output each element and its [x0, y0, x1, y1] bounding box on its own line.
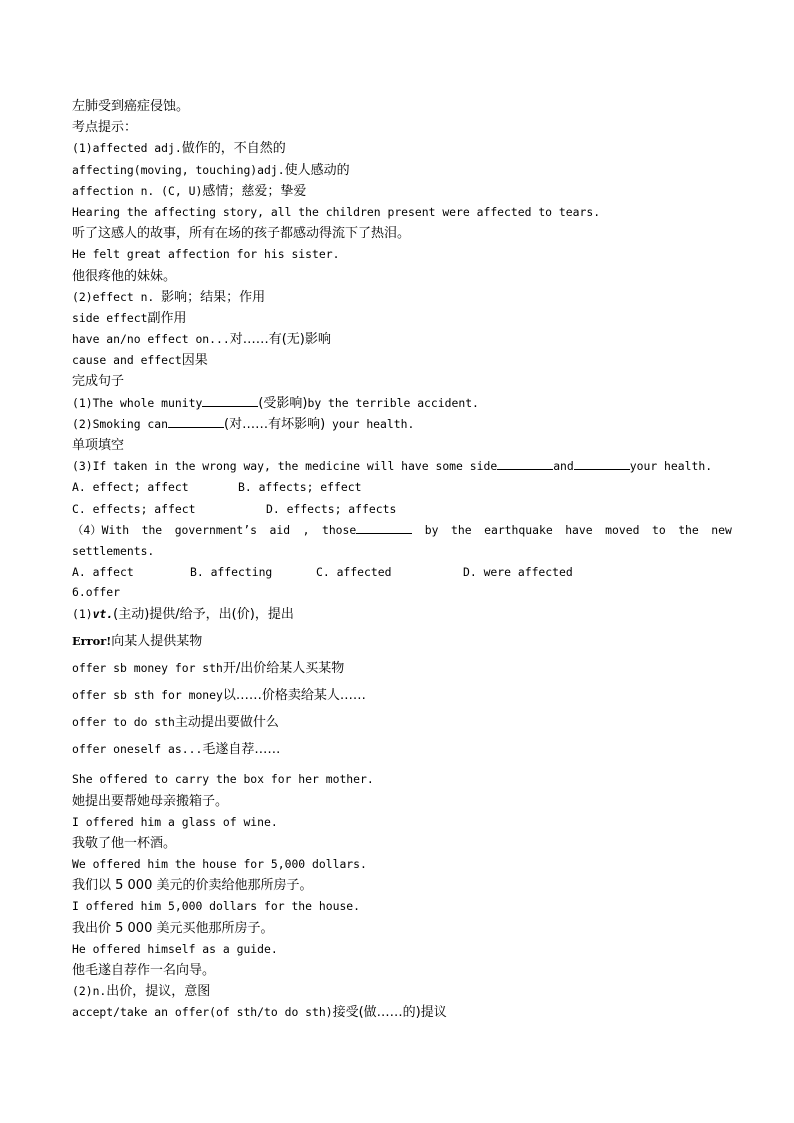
- example-sentence: She offered to carry the box for her mother.: [72, 772, 374, 787]
- option-b: B. affects; effect: [238, 480, 362, 495]
- option-d: D. effects; affects: [266, 501, 397, 516]
- option-d: D. were affected: [463, 565, 573, 580]
- options-row: [72, 477, 732, 498]
- example-sentence: Hearing the affecting story, all the children present were affected to tears.: [72, 204, 601, 219]
- options-row: [72, 499, 732, 520]
- example-sentence: He offered himself as a guide.: [72, 941, 278, 956]
- answer-blank: [168, 415, 224, 428]
- text-line: offer sb money for sth开/出价给某人买某物: [72, 661, 345, 677]
- answer-blank: [574, 457, 630, 470]
- text-line: cause and effect因果: [72, 353, 208, 369]
- error-label: Error!: [72, 634, 112, 649]
- question-2: (2)Smoking can (对……有坏影响) your health.: [72, 416, 415, 432]
- text-line: affecting(moving, touching)adj.使人感动的: [72, 162, 350, 178]
- option-a: A. affect: [72, 565, 134, 580]
- option-a: A. effect; affect: [72, 480, 189, 495]
- document-page: [72, 96, 732, 1024]
- text-line: (1)affected adj.做作的，不自然的: [72, 141, 286, 157]
- section-heading: 完成句子: [72, 374, 125, 390]
- text-line: side effect副作用: [72, 310, 187, 326]
- options-row: [72, 562, 732, 583]
- text-line: (2)effect n. 影响；结果；作用: [72, 289, 266, 305]
- question-4: （4）With the government’s aid , those by the earthquake have moved to the new: [72, 522, 732, 537]
- text-line: (2)n.出价，提议，意图: [72, 984, 211, 1000]
- section-heading: 考点提示：: [72, 120, 138, 136]
- translation-line: 我敬了他一杯酒。: [72, 835, 177, 851]
- text-line: offer to do sth主动提出要做什么: [72, 715, 279, 731]
- answer-blank: [497, 457, 553, 470]
- translation-line: 他很疼他的妹妹。: [72, 268, 177, 284]
- question-1: (1)The whole munity (受影响)by the terrible accident.: [72, 395, 479, 411]
- translation-line: 我们以 5 000 美元的价卖给他那所房子。: [72, 878, 313, 894]
- text-line: accept/take an offer(of sth/to do sth)接受(做……的)提议: [72, 1005, 447, 1021]
- translation-line: 听了这感人的故事，所有在场的孩子都感动得流下了热泪。: [72, 226, 411, 242]
- answer-blank: [356, 521, 412, 534]
- text-line: affection n. (C, U)感情；慈爱；挚爱: [72, 183, 307, 199]
- translation-line: 我出价 5 000 美元买他那所房子。: [72, 920, 274, 936]
- answer-blank: [202, 394, 258, 407]
- option-c: C. effects; affect: [72, 501, 196, 516]
- example-sentence: He felt great affection for his sister.: [72, 247, 340, 262]
- section-heading: 6.offer: [72, 585, 121, 600]
- text-line: offer oneself as...毛遂自荐……: [72, 742, 281, 758]
- section-heading: 单项填空: [72, 438, 125, 453]
- text-line: settlements.: [72, 543, 155, 558]
- option-c: C. affected: [316, 565, 392, 580]
- text-line: Error!向某人提供某物: [72, 634, 203, 650]
- translation-line: 她提出要帮她母亲搬箱子。: [72, 793, 229, 809]
- text-line: have an/no effect on...对……有(无)影响: [72, 332, 331, 348]
- option-b: B. affecting: [190, 565, 273, 580]
- translation-line: 他毛遂自荐作一名向导。: [72, 963, 216, 978]
- text-line: (1)vt.(主动)提供/给予，出(价)，提出: [72, 607, 294, 623]
- text-line: 左肺受到癌症侵蚀。: [72, 99, 190, 114]
- question-3: (3)If taken in the wrong way, the medicine will have some side and your health.: [72, 459, 713, 474]
- example-sentence: I offered him a glass of wine.: [72, 814, 278, 829]
- example-sentence: I offered him 5,000 dollars for the house.: [72, 899, 361, 914]
- text-line: offer sb sth for money以……价格卖给某人……: [72, 688, 366, 704]
- example-sentence: We offered him the house for 5,000 dollars.: [72, 857, 367, 872]
